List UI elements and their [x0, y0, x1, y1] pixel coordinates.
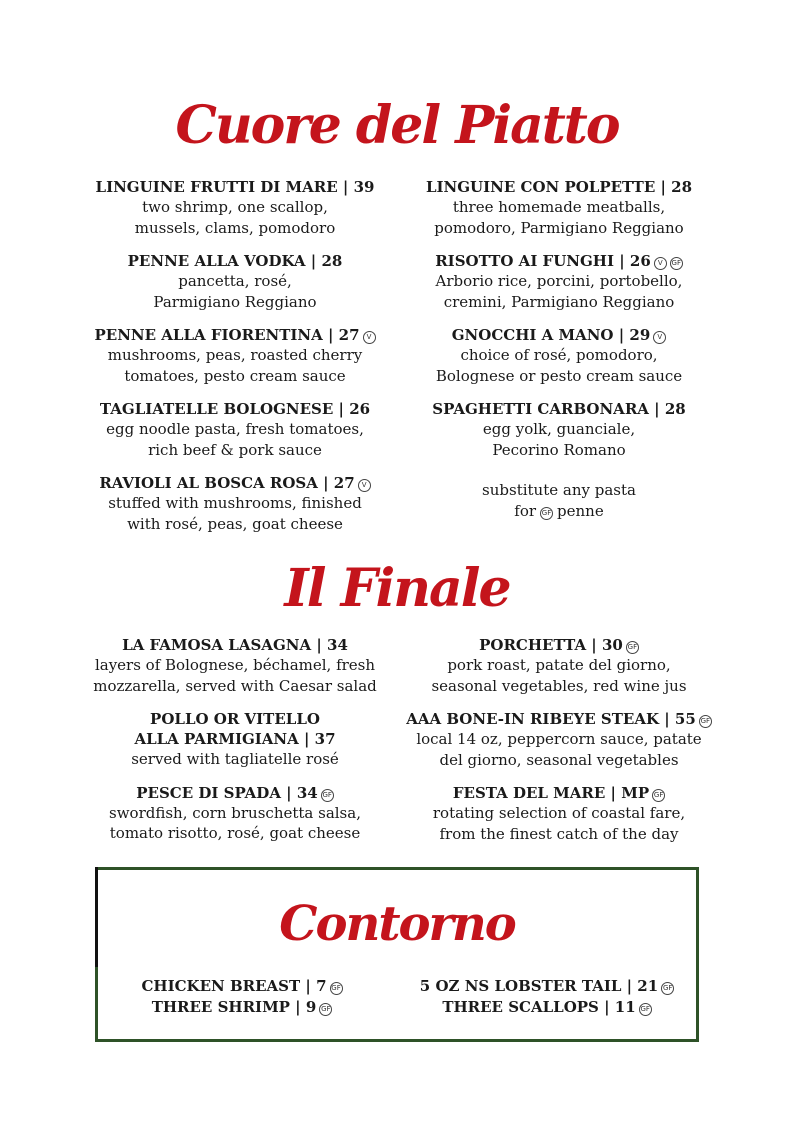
menu-item-name: AAA BONE-IN RIBEYE STEAK | 55: [406, 710, 696, 728]
menu-item-description: local 14 oz, peppercorn sauce, patate: [416, 730, 702, 748]
section-title-il-finale: Il Finale: [284, 558, 510, 619]
menu-item-description: three homemade meatballs,: [452, 198, 666, 216]
menu-item-name: PENNE ALLA FIORENTINA | 27: [94, 326, 360, 344]
side-item-row: [77, 976, 407, 997]
menu-item: [394, 399, 724, 460]
menu-item: [70, 473, 400, 534]
menu-item-name: FESTA DEL MARE | MP: [452, 784, 650, 802]
menu-item-description: Arborio rice, porcini, portobello,: [435, 272, 683, 290]
menu-item-description: cremini, Parmigiano Reggiano: [443, 292, 675, 311]
menu-column-right-main: [394, 177, 724, 521]
menu-item-description: seasonal vegetables, red wine jus: [431, 676, 687, 695]
side-item-name: 5 OZ NS LOBSTER TAIL | 21: [419, 977, 659, 995]
menu-item-description: Pecorino Romano: [492, 440, 626, 459]
section-title-cuore-del-piatto: Cuore del Piatto: [175, 95, 619, 156]
menu-item-description: tomato risotto, rosé, goat cheese: [109, 824, 361, 842]
gluten-free-icon: GF: [639, 1003, 652, 1016]
gluten-free-icon: GF: [330, 982, 343, 995]
gluten-free-icon: GF: [626, 641, 639, 654]
menu-item: [70, 709, 400, 770]
menu-item-name: RISOTTO AI FUNGHI | 26: [435, 252, 651, 270]
menu-item: [394, 251, 724, 312]
menu-item: [394, 635, 724, 696]
menu-item: [394, 325, 724, 386]
side-item-row: [77, 997, 407, 1018]
menu-item-name: POLLO OR VITELLO: [150, 710, 320, 728]
side-item-row: [382, 976, 712, 997]
menu-item-description: with rosé, peas, goat cheese: [127, 514, 343, 533]
menu-item-description: egg yolk, guanciale,: [482, 420, 636, 438]
side-item-name: THREE SHRIMP | 9: [151, 998, 317, 1016]
menu-item: [70, 399, 400, 460]
gluten-free-icon: GF: [661, 982, 674, 995]
menu-item-description: choice of rosé, pomodoro,: [460, 346, 658, 364]
menu-item: [70, 783, 400, 844]
menu-item: [70, 325, 400, 386]
gluten-free-icon: GF: [699, 715, 712, 728]
note-text: for: [514, 501, 537, 520]
menu-item-description: mushrooms, peas, roasted cherry: [107, 346, 363, 364]
menu-item-description: mozzarella, served with Caesar salad: [93, 676, 377, 695]
gluten-free-icon: GF: [652, 789, 665, 802]
substitution-note: [394, 480, 724, 521]
section-title-contorno: Contorno: [279, 896, 515, 952]
note-text: penne: [557, 501, 604, 520]
menu-item: [394, 177, 724, 238]
menu-item-name: LINGUINE CON POLPETTE | 28: [425, 178, 693, 196]
menu-item-description: stuffed with mushrooms, finished: [108, 494, 362, 512]
menu-item-description: rotating selection of coastal fare,: [432, 804, 686, 822]
vegetarian-icon: V: [654, 257, 667, 270]
menu-item-name-row: [70, 473, 400, 493]
menu-item-name-row: [394, 251, 724, 271]
menu-column-left-main: [70, 177, 400, 534]
menu-item-description: tomatoes, pesto cream sauce: [124, 366, 346, 385]
menu-item-description: Bolognese or pesto cream sauce: [435, 366, 683, 385]
menu-item-description: two shrimp, one scallop,: [142, 198, 328, 216]
menu-item-name-row: [70, 783, 400, 803]
menu-item-description: pomodoro, Parmigiano Reggiano: [434, 218, 684, 237]
menu-item: [70, 251, 400, 312]
vegetarian-icon: V: [653, 331, 666, 344]
side-item-name: THREE SCALLOPS | 11: [442, 998, 636, 1016]
menu-item: [70, 635, 400, 696]
menu-item-description: swordfish, corn bruschetta salsa,: [109, 803, 361, 822]
menu-item-description: pork roast, patate del giorno,: [447, 656, 671, 674]
gluten-free-icon: GF: [319, 1003, 332, 1016]
gluten-free-icon: GF: [321, 789, 334, 802]
menu-item-description: layers of Bolognese, béchamel, fresh: [94, 656, 376, 674]
menu-item-name: PENNE ALLA VODKA | 28: [127, 252, 343, 270]
menu-column-left-finale: [70, 635, 400, 844]
menu-item: [70, 177, 400, 238]
menu-item-name: LINGUINE FRUTTI DI MARE | 39: [95, 178, 375, 196]
menu-item-name-row: [394, 325, 724, 345]
menu-item-name: GNOCCHI A MANO | 29: [451, 326, 651, 344]
menu-item-name: TAGLIATELLE BOLOGNESE | 26: [99, 400, 371, 418]
menu-item-description: rich beef & pork sauce: [148, 440, 322, 459]
menu-item-description: Parmigiano Reggiano: [153, 292, 317, 311]
menu-item-description: served with tagliatelle rosé: [131, 750, 339, 768]
menu-item-description: del giorno, seasonal vegetables: [439, 750, 679, 769]
menu-item-name: RAVIOLI AL BOSCA ROSA | 27: [99, 474, 355, 492]
menu-item-name: ALLA PARMIGIANA | 37: [134, 730, 336, 748]
side-item-row: [382, 997, 712, 1018]
menu-column-right-finale: [394, 635, 724, 844]
menu-item-description: egg noodle pasta, fresh tomatoes,: [106, 420, 364, 438]
menu-item-description: pancetta, rosé,: [178, 272, 292, 290]
menu-item: [394, 709, 724, 770]
side-column-left: [77, 976, 407, 1018]
gluten-free-icon: GF: [540, 507, 553, 520]
menu-item-name: SPAGHETTI CARBONARA | 28: [432, 400, 686, 418]
menu-item-description: mussels, clams, pomodoro: [134, 218, 336, 237]
vegetarian-icon: V: [363, 331, 376, 344]
menu-item: [394, 783, 724, 844]
menu-item-description: from the finest catch of the day: [439, 824, 679, 843]
side-item-name: CHICKEN BREAST | 7: [141, 977, 327, 995]
menu-item-name: LA FAMOSA LASAGNA | 34: [122, 636, 348, 654]
menu-item-name: PORCHETTA | 30: [479, 636, 623, 654]
note-line: substitute any pasta: [482, 481, 636, 499]
side-column-right: [382, 976, 712, 1018]
menu-item-name-row: [70, 325, 400, 345]
menu-item-name-row: [394, 635, 724, 655]
menu-item-name: PESCE DI SPADA | 34: [136, 783, 318, 802]
menu-item-name-row: [394, 783, 724, 803]
menu-item-name-row: [394, 709, 724, 729]
gluten-free-icon: GF: [670, 257, 683, 270]
vegetarian-icon: V: [358, 479, 371, 492]
note-line-row: [394, 501, 724, 522]
